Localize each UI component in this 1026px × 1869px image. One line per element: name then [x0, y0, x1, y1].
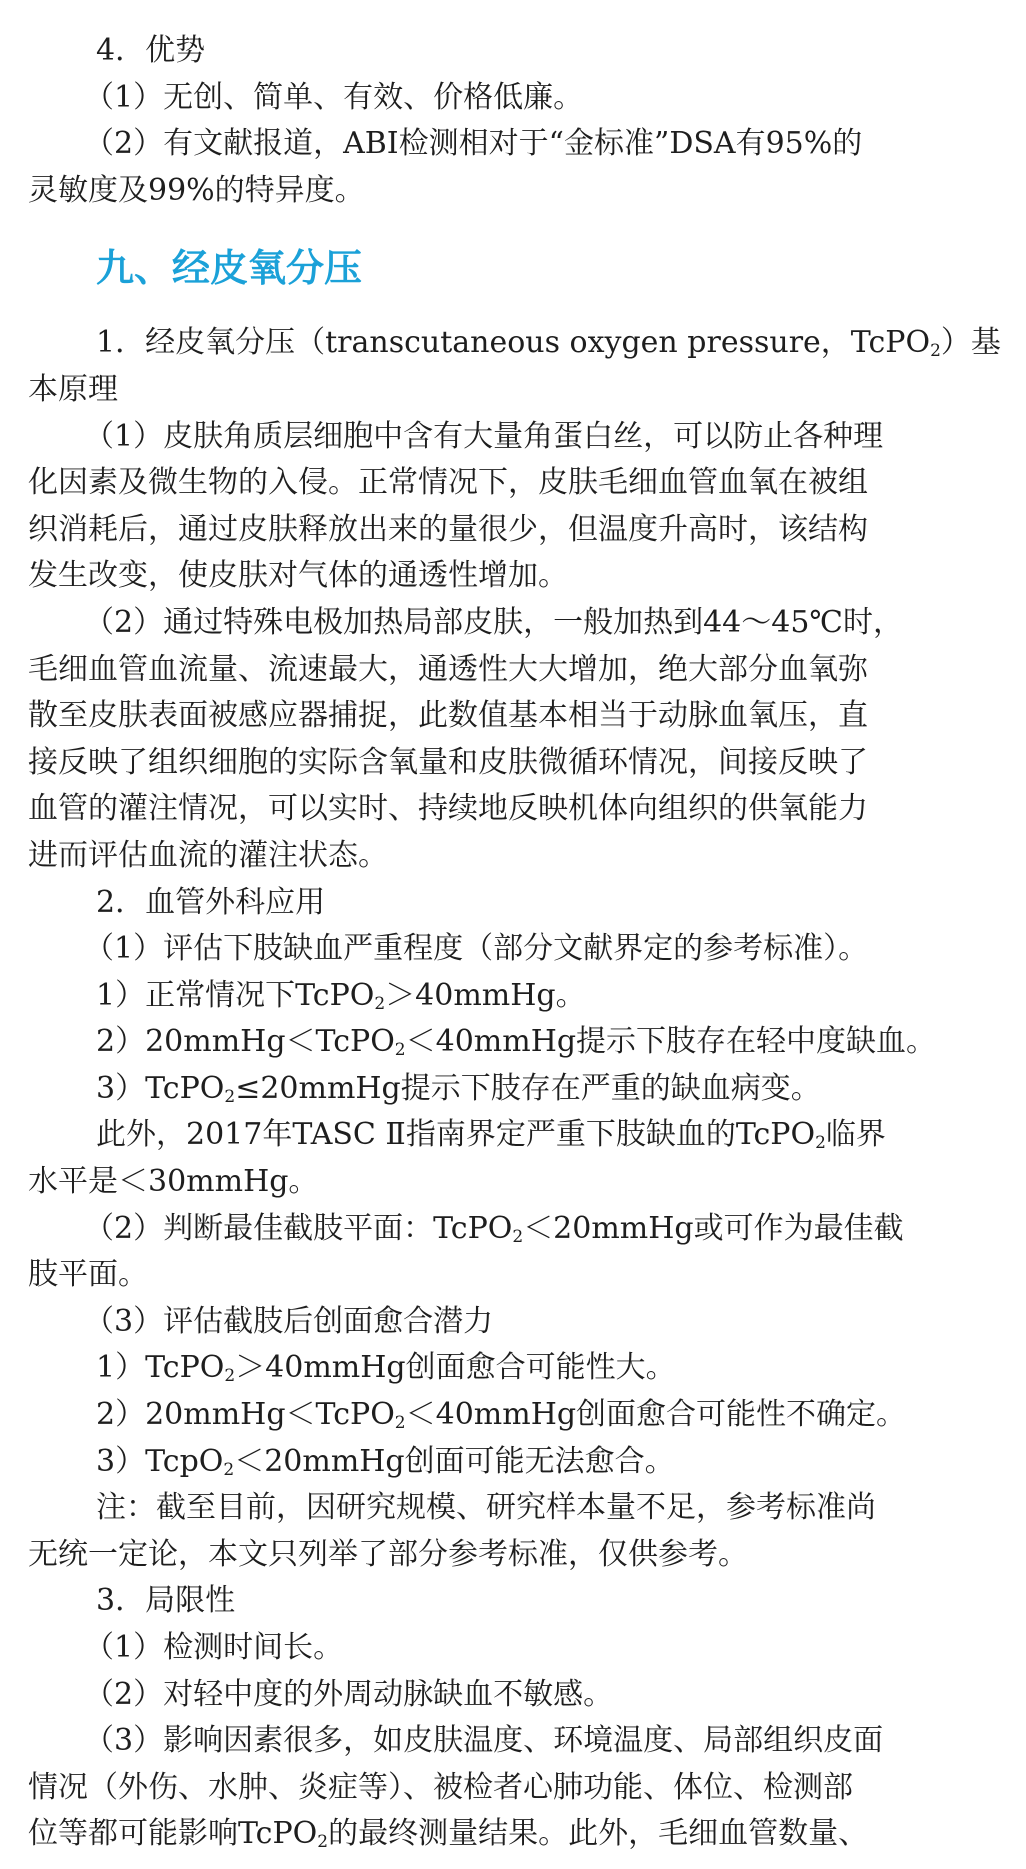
limitations-item-2: （2）对轻中度的外周动脉缺血不敏感。: [84, 1676, 614, 1712]
item-3-sub-2: [28, 1392, 1000, 1439]
subscript: 2: [930, 341, 941, 362]
application-item-3: （3）评估截肢后创面愈合潜力: [84, 1303, 494, 1339]
subscript: 2: [224, 1086, 236, 1107]
i3s1-text: 1）TcPO: [96, 1350, 225, 1386]
item-2-text: （2）判断最佳截肢平面：TcPO: [84, 1210, 513, 1246]
item-3-line-3-text: 位等都可能影响TcPO: [28, 1816, 318, 1852]
limitations-item-3-line-2: 情况（外伤、水肿、炎症等）、被检者心肺功能、体位、检测部: [28, 1769, 853, 1805]
sub-1-tail: ＞40mmHg。: [385, 977, 586, 1013]
application-title: 2．血管外科应用: [96, 884, 326, 920]
principle-p1-line-4: 发生改变，使皮肤对气体的通透性增加。: [28, 558, 568, 594]
application-sub-3: [28, 1066, 1000, 1113]
subscript: 2: [317, 1832, 329, 1853]
application-item-1: （1）评估下肢缺血严重程度（部分文献界定的参考标准）。: [84, 931, 869, 967]
sub-2-text: 2）20mmHg＜TcPO: [96, 1024, 395, 1060]
i3s1-tail: ＞40mmHg创面愈合可能性大。: [235, 1350, 676, 1386]
sub-2-tail: ＜40mmHg提示下肢存在轻中度缺血。: [405, 1024, 937, 1060]
note-line-1: 注：截至目前，因研究规模、研究样本量不足，参考标准尚: [96, 1490, 876, 1526]
subscript: 2: [394, 1040, 406, 1061]
subscript: 2: [223, 1459, 235, 1480]
application-extra-line-2: 水平是＜30mmHg。: [28, 1164, 319, 1200]
i3s2-tail: ＜40mmHg创面愈合可能性不确定。: [405, 1397, 907, 1433]
extra-tail: 临界: [825, 1117, 886, 1153]
subscript: 2: [394, 1413, 406, 1434]
i3s2-text: 2）20mmHg＜TcPO: [96, 1397, 395, 1433]
principle-p2-line-4: 接反映了组织细胞的实际含氧量和皮肤微循环情况，间接反映了: [28, 744, 868, 780]
application-item-2: [28, 1206, 1000, 1253]
application-item-2-line-2: 肢平面。: [28, 1257, 148, 1293]
subscript: 2: [374, 993, 386, 1014]
principle-title-text: 1．经皮氧分压（transcutaneous oxygen pressure，TcPO: [96, 325, 931, 361]
limitations-item-1: （1）检测时间长。: [84, 1630, 344, 1665]
principle-title-tail: ）基: [940, 325, 1001, 361]
subscript: 2: [815, 1133, 826, 1154]
application-extra-line-1: [28, 1112, 1000, 1159]
principle-p2-line-2: 毛细血管血流量、流速最大，通透性大大增加，绝大部分血氧弥: [28, 651, 868, 687]
principle-p1-line-3: 织消耗后，通过皮肤释放出来的量很少，但温度升高时，该结构: [28, 511, 868, 547]
section-heading: 九、经皮氧分压: [96, 246, 363, 291]
advantages-item-2-line-1: （2）有文献报道，ABI检测相对于“金标准”DSA有95%的: [84, 126, 863, 162]
advantages-title: 4．优势: [96, 33, 206, 68]
subscript: 2: [512, 1226, 524, 1247]
principle-p2-line-3: 散至皮肤表面被感应器捕捉，此数值基本相当于动脉血氧压，直: [28, 698, 868, 734]
item-2-tail: ＜20mmHg或可作为最佳截: [523, 1210, 904, 1246]
document-page: [28, 28, 1000, 1858]
advantages-item-1: （1）无创、简单、有效、价格低廉。: [84, 79, 584, 115]
limitations-title: 3．局限性: [96, 1583, 236, 1619]
subscript: 2: [224, 1366, 236, 1387]
extra-text: 此外，2017年TASC Ⅱ指南界定严重下肢缺血的TcPO: [96, 1117, 816, 1153]
principle-p1-line-2: 化因素及微生物的入侵。正常情况下，皮肤毛细血管血氧在被组: [28, 465, 868, 501]
item-3-sub-1: [28, 1345, 1000, 1392]
application-sub-1: [28, 973, 1000, 1020]
item-3-line-3-tail: 的最终测量结果。此外，毛细血管数量、: [328, 1816, 869, 1852]
principle-title-line-2: 本原理: [28, 371, 118, 407]
advantages-item-2-line-2: 灵敏度及99%的特异度。: [28, 172, 365, 208]
limitations-item-3-line-3: [28, 1811, 1000, 1858]
principle-p2-line-1: （2）通过特殊电极加热局部皮肤，一般加热到44～45℃时，: [84, 604, 903, 640]
application-sub-2: [28, 1019, 1000, 1066]
sub-3-text: 3）TcPO: [96, 1070, 225, 1106]
limitations-item-3-line-1: （3）影响因素很多，如皮肤温度、环境温度、局部组织皮面: [84, 1723, 884, 1759]
item-3-sub-3: [28, 1439, 1000, 1486]
i3s3-text: 3）TcpO: [96, 1443, 224, 1479]
note-line-2: 无统一定论，本文只列举了部分参考标准，仅供参考。: [28, 1536, 748, 1572]
sub-1-text: 1）正常情况下TcPO: [96, 977, 375, 1013]
sub-3-tail: ≤20mmHg提示下肢存在严重的缺血病变。: [235, 1070, 821, 1106]
principle-p2-line-6: 进而评估血流的灌注状态。: [28, 837, 388, 873]
i3s3-tail: ＜20mmHg创面可能无法愈合。: [234, 1443, 675, 1479]
principle-p2-line-5: 血管的灌注情况，可以实时、持续地反映机体向组织的供氧能力: [28, 791, 868, 827]
principle-title-line-1: [28, 320, 1000, 367]
principle-p1-line-1: （1）皮肤角质层细胞中含有大量角蛋白丝，可以防止各种理: [84, 418, 884, 454]
